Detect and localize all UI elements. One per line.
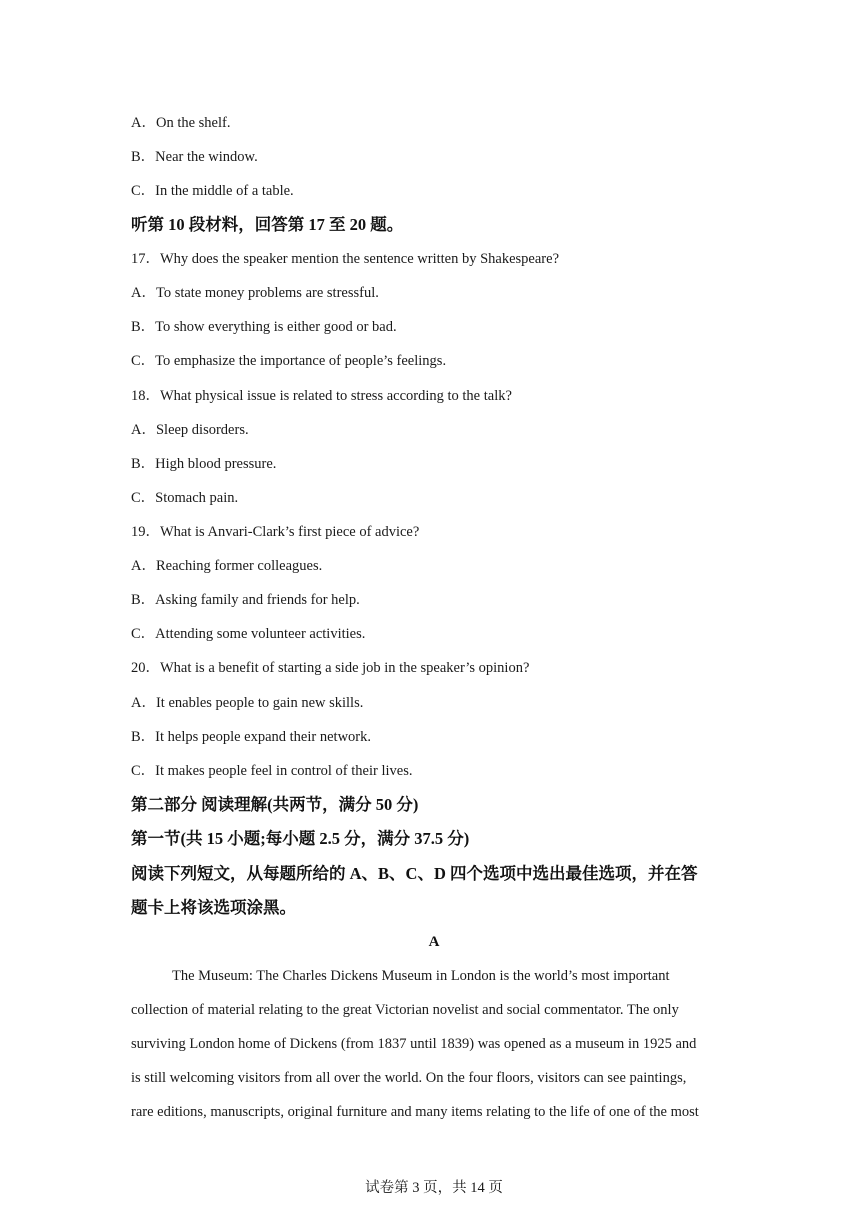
passage-line: collection of material relating to the great Victorian novelist and social commentator. The only: [131, 1002, 679, 1018]
question-18-option-a: A．Sleep disorders.: [131, 422, 249, 438]
passage-line: is still welcoming visitors from all over the world. On the four floors, visitors can see paintings,: [131, 1070, 687, 1086]
q16-option-a: A．On the shelf.: [131, 115, 231, 131]
question-17-option-b: B．To show everything is either good or bad.: [131, 319, 397, 335]
question-18-option-c: C．Stomach pain.: [131, 490, 239, 506]
reading-instruction-line1: 阅读下列短文，从每题所给的 A、B、C、D 四个选项中选出最佳选项，并在答: [131, 864, 698, 883]
question-18-option-b: B．High blood pressure.: [131, 456, 277, 472]
section1-heading: 第一节(共 15 小题;每小题 2.5 分，满分 37.5 分): [131, 829, 470, 848]
passage-line: rare editions, manuscripts, original furniture and many items relating to the life of one of the most: [131, 1104, 699, 1120]
question-17-option-c: C．To emphasize the importance of people’s feelings.: [131, 353, 447, 369]
passage-label: A: [428, 934, 440, 950]
q16-option-c: C．In the middle of a table.: [131, 183, 294, 199]
question-20-option-b: B．It helps people expand their network.: [131, 729, 371, 745]
q16-option-b: B．Near the window.: [131, 149, 258, 165]
question-17-stem: 17．Why does the speaker mention the sentence written by Shakespeare?: [131, 251, 560, 267]
question-20-option-a: A．It enables people to gain new skills.: [131, 695, 364, 711]
question-20-stem: 20．What is a benefit of starting a side job in the speaker’s opinion?: [131, 660, 530, 676]
question-20-option-c: C．It makes people feel in control of their lives.: [131, 763, 413, 779]
question-19-option-b: B．Asking family and friends for help.: [131, 592, 360, 608]
passage-line: The Museum: The Charles Dickens Museum in London is the world’s most important: [172, 968, 670, 984]
page-footer: 试卷第 3 页，共 14 页: [365, 1180, 503, 1196]
instruction-material-10: 听第 10 段材料，回答第 17 至 20 题。: [131, 215, 404, 234]
reading-instruction-line2: 题卡上将该选项涂黑。: [131, 898, 296, 917]
passage-line: surviving London home of Dickens (from 1837 until 1839) was opened as a museum in 1925 and: [131, 1036, 697, 1052]
question-19-option-c: C．Attending some volunteer activities.: [131, 626, 366, 642]
question-19-option-a: A．Reaching former colleagues.: [131, 558, 323, 574]
question-18-stem: 18．What physical issue is related to stress according to the talk?: [131, 388, 512, 404]
part2-heading: 第二部分 阅读理解(共两节，满分 50 分): [131, 795, 419, 814]
question-19-stem: 19．What is Anvari-Clark’s first piece of advice?: [131, 524, 420, 540]
question-17-option-a: A．To state money problems are stressful.: [131, 285, 379, 301]
